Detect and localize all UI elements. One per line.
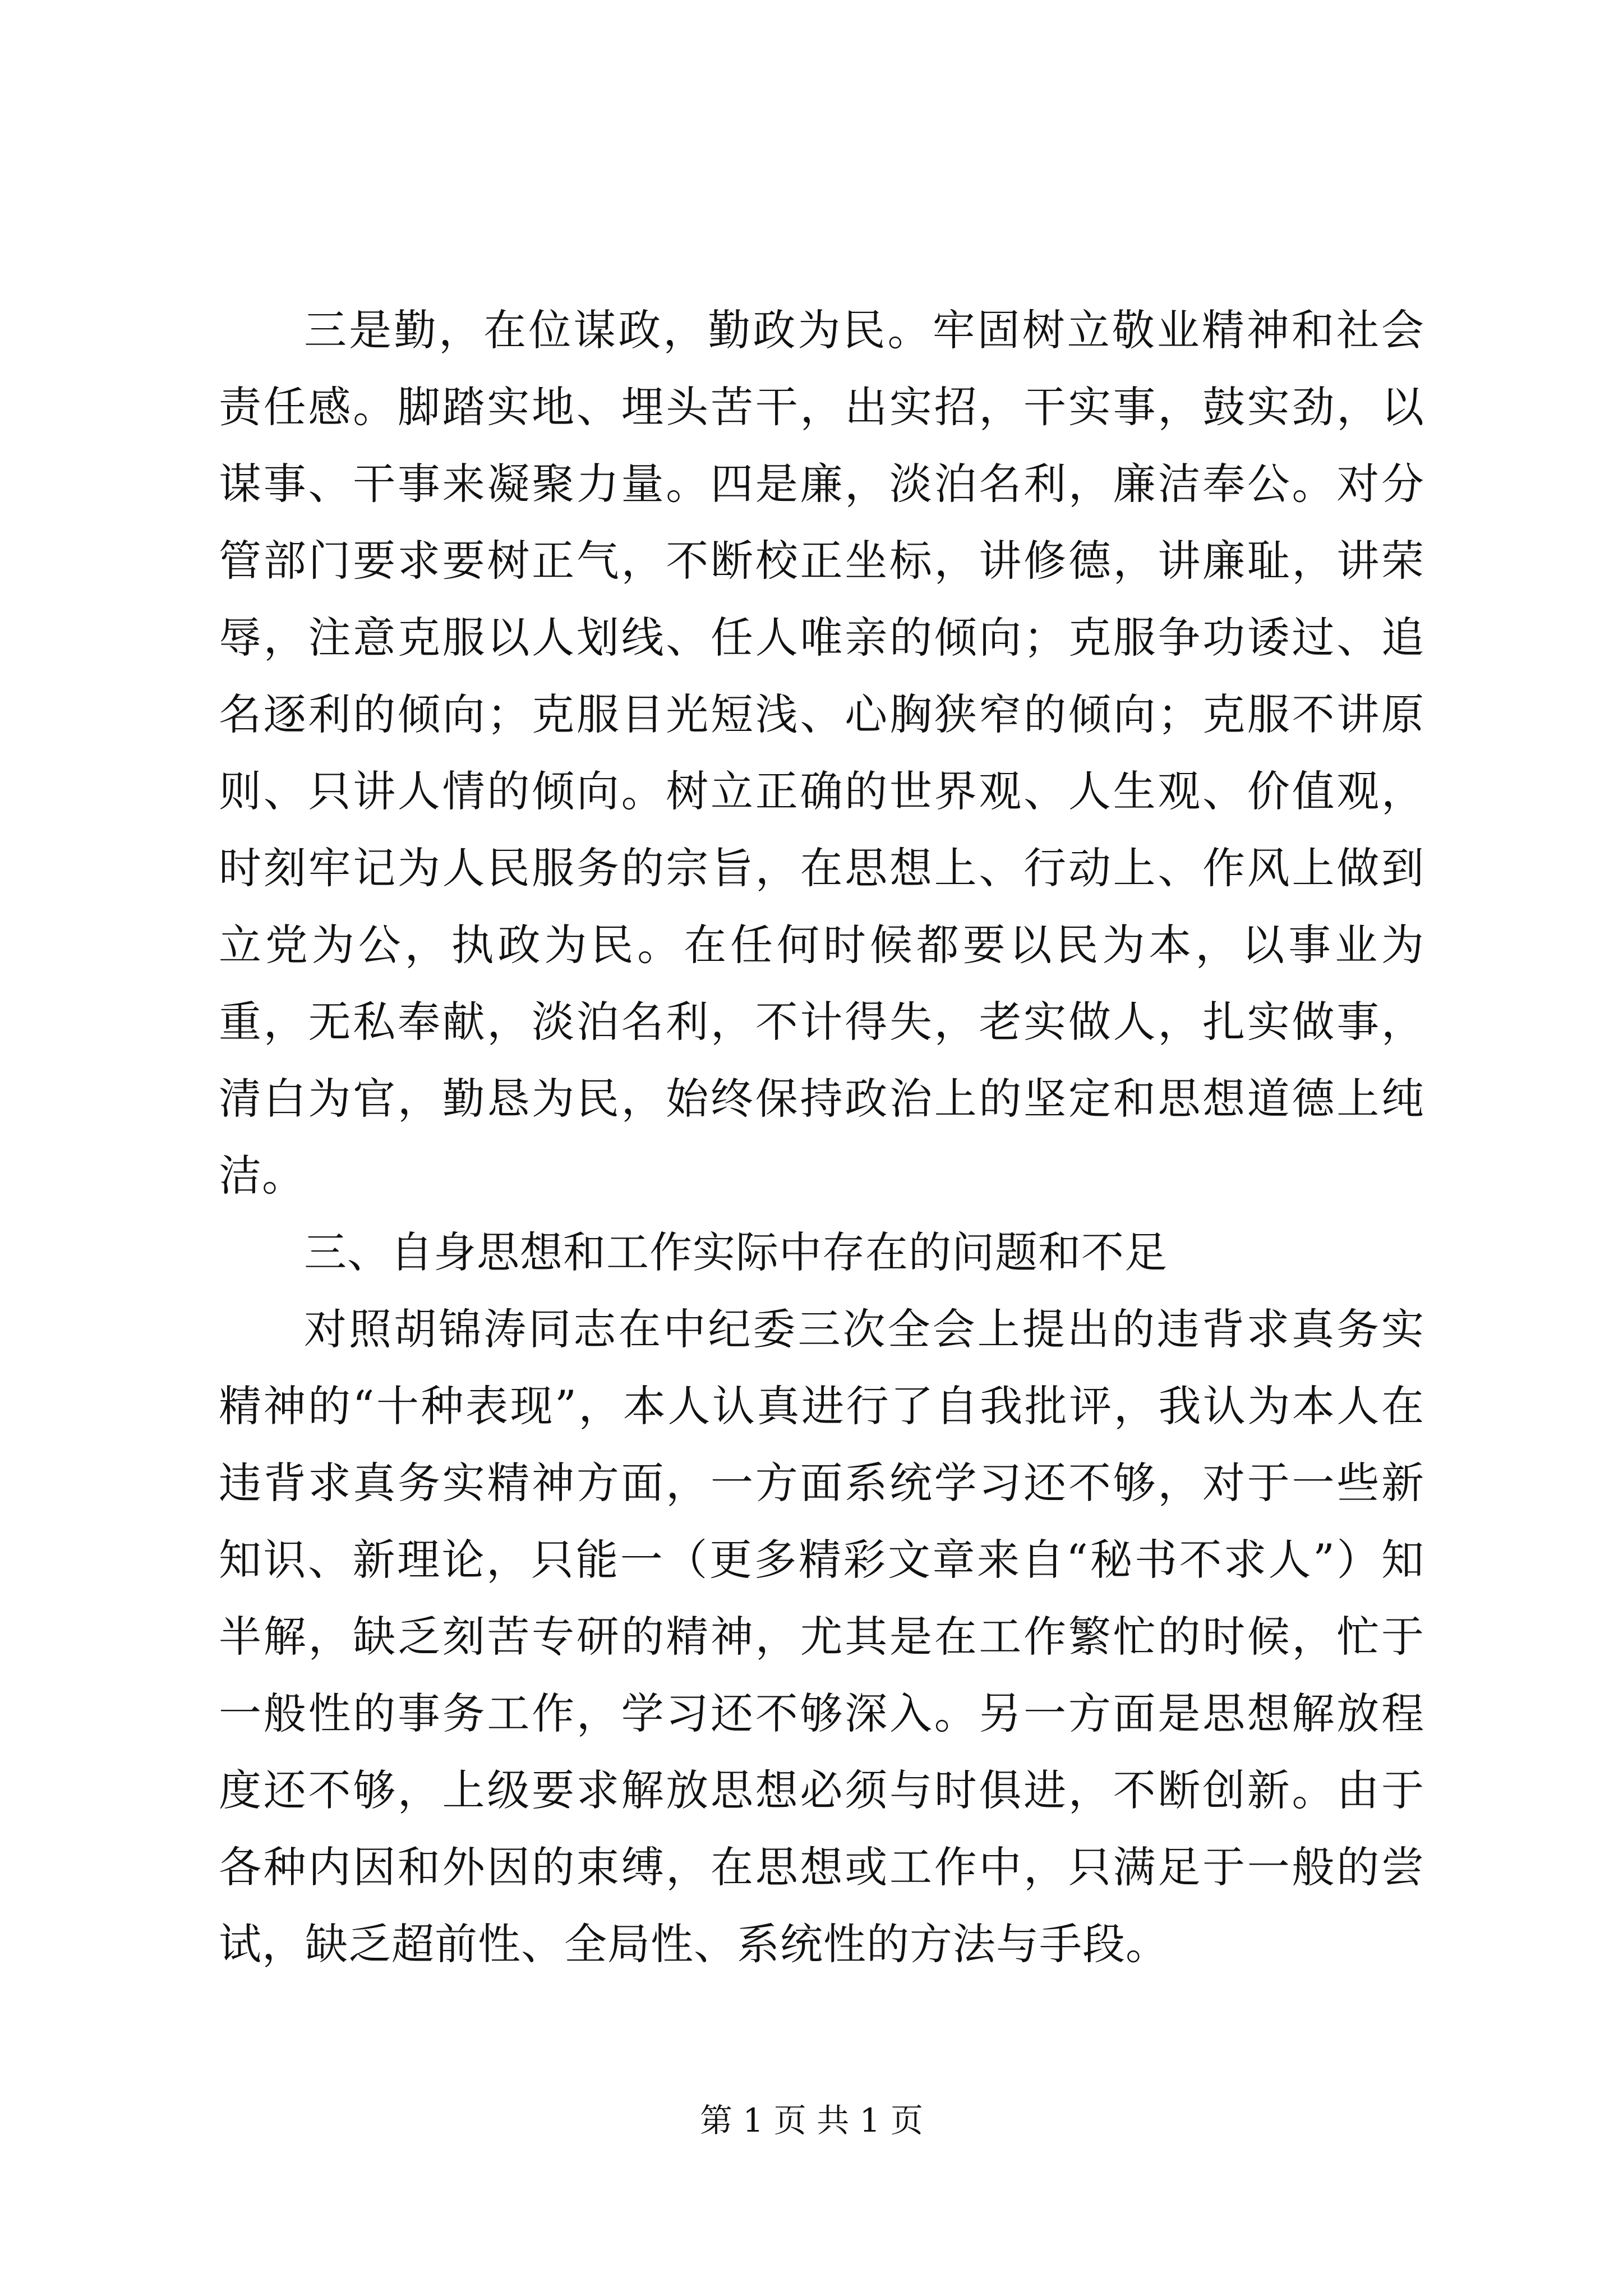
section-heading-problems: 三、自身思想和工作实际中存在的问题和不足: [304, 1227, 1168, 1277]
page-number-footer: 第 1 页 共 1 页: [700, 2101, 923, 2139]
document-body: [219, 292, 1424, 1982]
paragraph-diligence-integrity: 三是勤，在位谋政，勤政为民。牢固树立敬业精神和社会责任感。脚踏实地、埋头苦干，出实招，干实事，鼓实劲，以谋事、干事来凝聚力量。四是廉，淡泊名利，廉洁奉公。对分管部门要求要树正气，不断校正坐标，讲修德，讲廉耻，讲荣辱，注意克服以人划线、任人唯亲的倾向；克服争功诿过、追名逐利的倾向；克服目光短浅、心胸狭窄的倾向；克服不讲原则、只讲人情的倾向。树立正确的世界观、人生观、价值观，时刻牢记为人民服务的宗旨，在思想上、行动上、作风上做到立党为公，执政为民。在任何时候都要以民为本，以事业为重，无私奉献，淡泊名利，不计得失，老实做人，扎实做事，清白为官，勤恳为民，始终保持政治上的坚定和思想道德上纯洁。: [219, 305, 1424, 1200]
paragraph-self-criticism: 对照胡锦涛同志在中纪委三次全会上提出的违背求真务实精神的“十种表现”，本人认真进行了自我批评，我认为本人在违背求真务实精神方面，一方面系统学习还不够，对于一些新知识、新理论，只能一（更多精彩文章来自“秘书不求人”）知半解，缺乏刻苦专研的精神，尤其是在工作繁忙的时候，忙于一般性的事务工作，学习还不够深入。另一方面是思想解放程度还不够，上级要求解放思想必须与时俱进，不断创新。由于各种内因和外因的束缚，在思想或工作中，只满足于一般的尝试，缺乏超前性、全局性、系统性的方法与手段。: [219, 1304, 1424, 1969]
